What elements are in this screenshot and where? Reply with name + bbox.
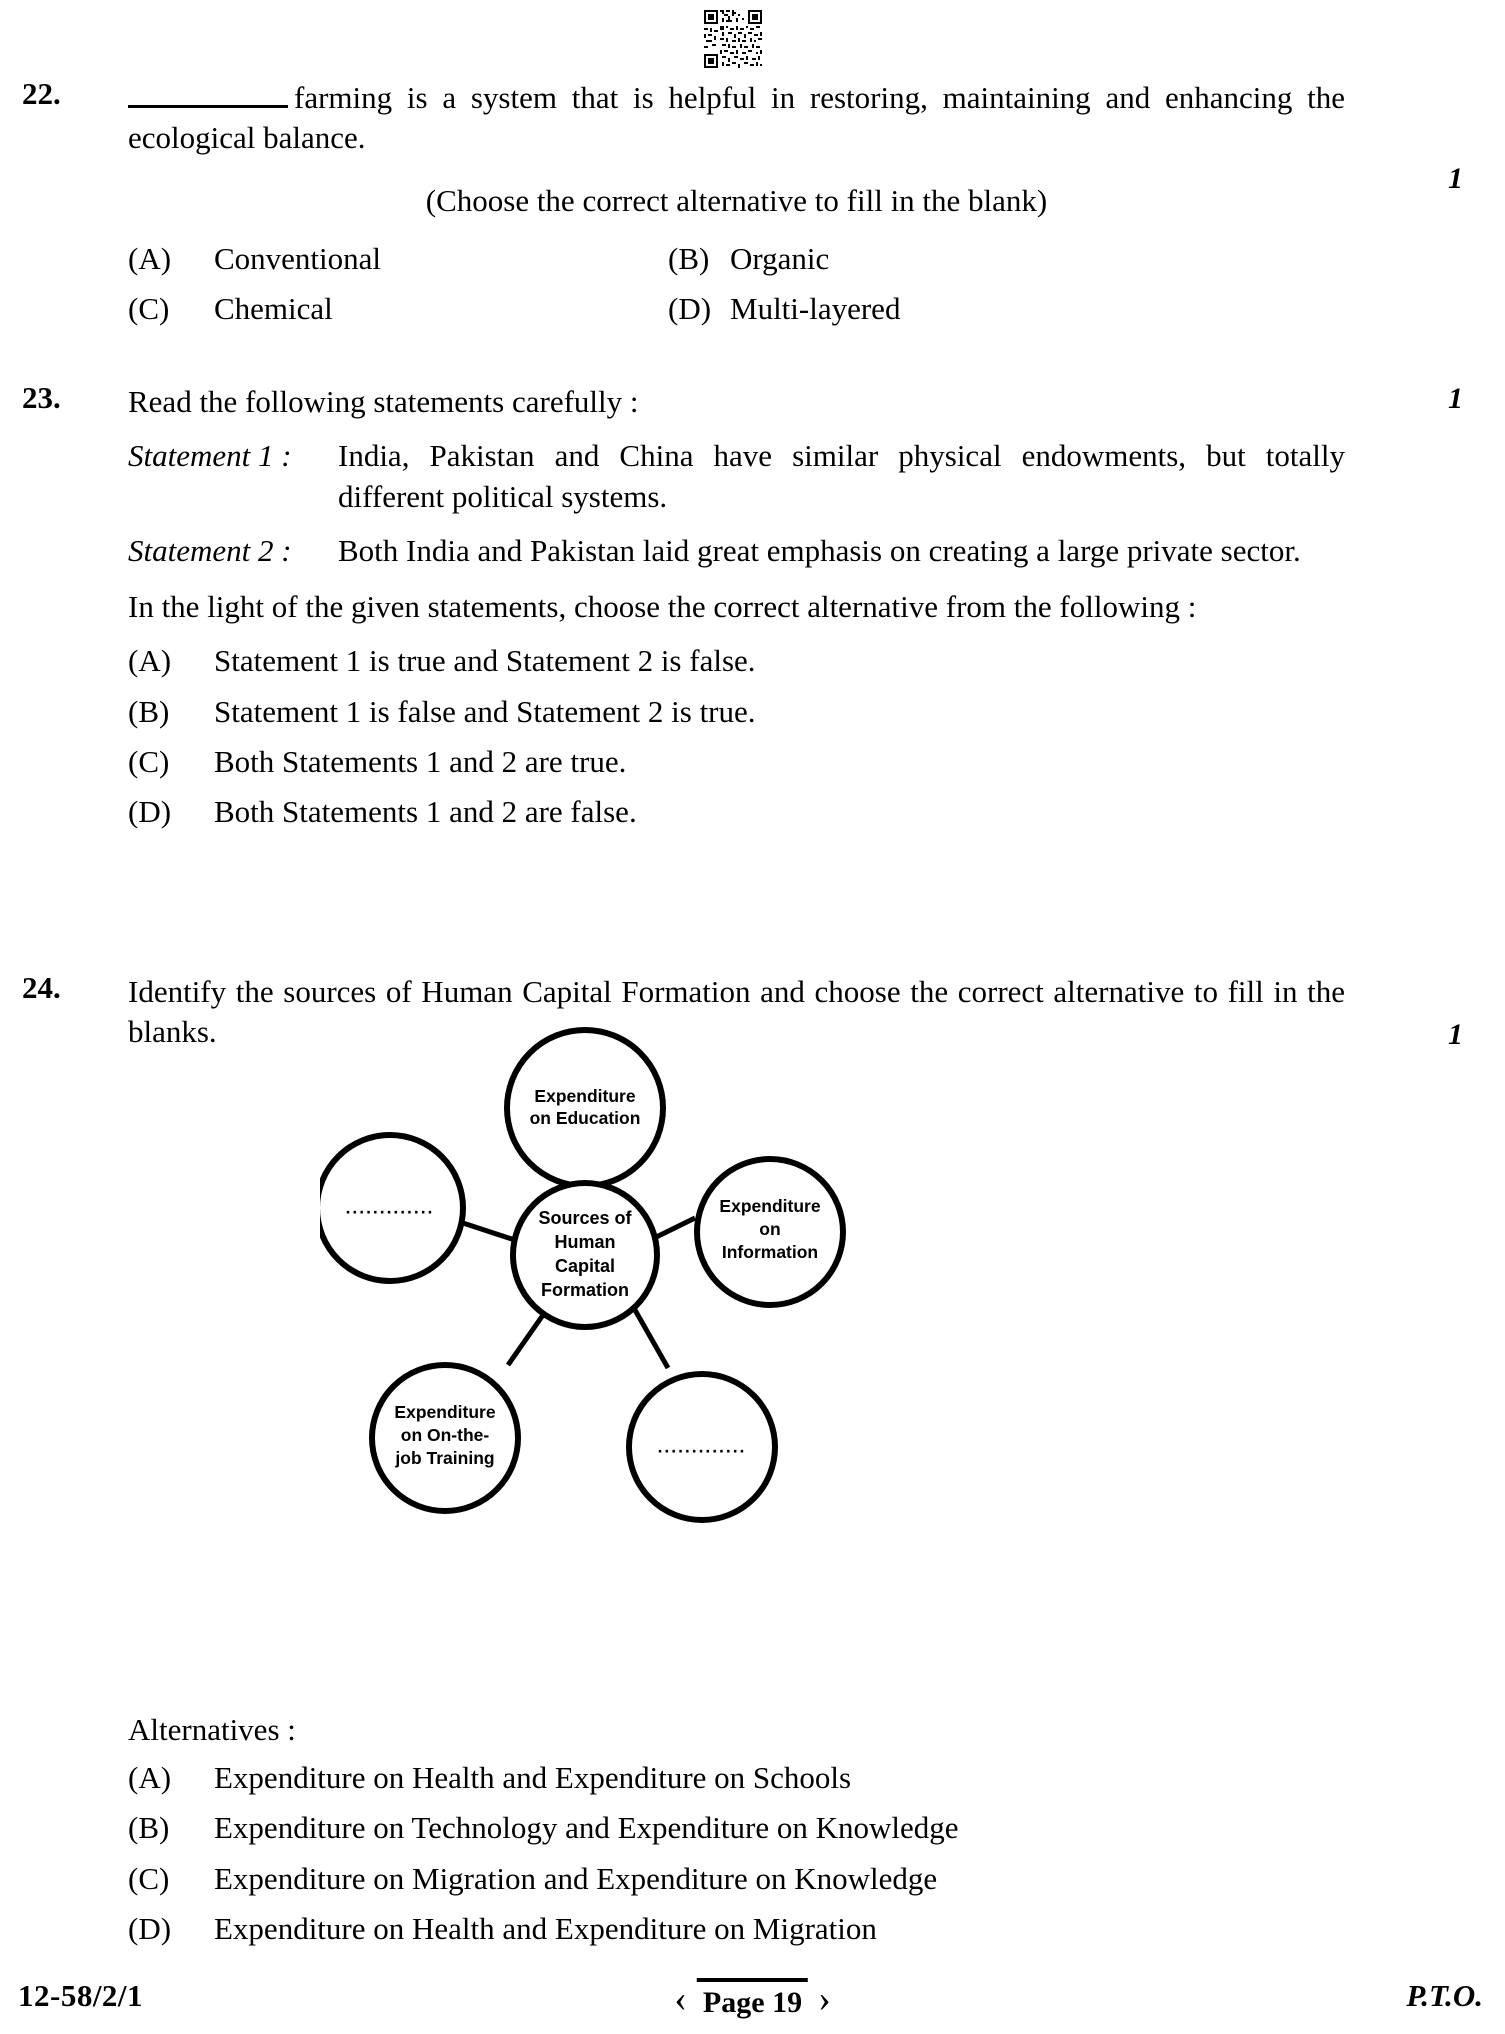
question-23-options xyxy=(128,641,1505,832)
question-number: 22. xyxy=(22,76,61,111)
option-c[interactable] xyxy=(128,742,1505,782)
question-23 xyxy=(0,382,1505,833)
option-row xyxy=(128,239,1505,279)
option-c-tag: (C) xyxy=(128,291,170,327)
statement-2 xyxy=(128,531,1345,571)
statement-2-label: Statement 2 : xyxy=(128,532,292,568)
paper-code: 12-58/2/1 xyxy=(18,1978,144,2013)
diagram-node-center xyxy=(513,1183,657,1327)
center-line-2: Human xyxy=(554,1232,616,1252)
statement-1 xyxy=(128,436,1345,517)
option-a[interactable] xyxy=(128,1758,1505,1798)
diagram-node-blank-bottom-right xyxy=(629,1374,775,1520)
question-23-marks: 1 xyxy=(1448,382,1463,415)
diagram-node-information xyxy=(697,1159,843,1305)
center-line-1: Sources of xyxy=(538,1208,632,1228)
option-a-tag: (A) xyxy=(128,643,172,679)
statement-1-label: Statement 1 : xyxy=(128,438,292,474)
question-number: 23. xyxy=(22,380,61,415)
education-line-1: Expenditure xyxy=(534,1086,636,1106)
option-a[interactable] xyxy=(128,239,668,279)
option-c-label: Expenditure on Migration and Expenditure on Knowledge xyxy=(214,1860,938,1896)
option-c-tag: (C) xyxy=(128,744,170,780)
diagram-node-education xyxy=(507,1030,663,1186)
connector-center-blank-right xyxy=(635,1310,668,1368)
center-line-4: Formation xyxy=(541,1280,629,1300)
option-d-label: Multi-layered xyxy=(730,291,901,327)
page-number-label: Page 19 xyxy=(697,1978,808,2020)
statement-2-text: Both India and Pakistan laid great emphasis on creating a large private sector. xyxy=(338,532,1301,568)
fill-in-blank-rule xyxy=(128,83,288,108)
center-line-3: Capital xyxy=(554,1256,616,1276)
option-a-tag: (A) xyxy=(128,1760,172,1795)
option-c[interactable] xyxy=(128,1859,1505,1899)
diagram-node-on-the-job-training xyxy=(372,1365,518,1511)
statement-1-text: India, Pakistan and China have similar physical endowments, but totally different political systems. xyxy=(338,438,1345,514)
question-22-instruction: (Choose the correct alternative to fill in the blank) xyxy=(425,182,1048,218)
training-line-1: Expenditure xyxy=(394,1402,496,1422)
option-b-label: Organic xyxy=(730,240,830,276)
option-d-label: Expenditure on Health and Expenditure on Migration xyxy=(214,1910,877,1946)
option-d-label: Both Statements 1 and 2 are false. xyxy=(214,794,637,830)
option-b[interactable] xyxy=(128,692,1505,732)
page-indicator xyxy=(674,1978,830,2020)
pto-label: P.T.O. xyxy=(1406,1978,1483,2013)
option-a-label: Expenditure on Health and Expenditure on Schools xyxy=(214,1760,852,1795)
question-22-text: farming is a system that is helpful in restoring, maintaining and enhancing the ecological balance. xyxy=(128,80,1345,156)
question-22-marks: 1 xyxy=(1448,162,1463,195)
question-24-alternatives xyxy=(0,1712,1505,1949)
option-d-tag: (D) xyxy=(128,1910,172,1946)
center-circle xyxy=(513,1183,657,1327)
option-b-tag: (B) xyxy=(128,693,170,729)
question-22 xyxy=(0,78,1505,329)
question-23-lead-in: In the light of the given statements, choose the correct alternative from the following : xyxy=(128,589,1197,625)
chevron-right-icon: › xyxy=(818,1978,831,2020)
option-b-label: Expenditure on Technology and Expenditure on Knowledge xyxy=(214,1810,959,1846)
option-b-tag: (B) xyxy=(128,1810,170,1846)
option-b-label: Statement 1 is false and Statement 2 is true. xyxy=(214,693,756,729)
option-row xyxy=(128,289,1505,329)
option-d[interactable] xyxy=(128,792,1505,832)
qr-code-icon xyxy=(702,8,764,70)
diagram-node-blank-left xyxy=(320,1135,463,1281)
page-footer xyxy=(0,1960,1505,2020)
option-c[interactable] xyxy=(128,289,668,329)
option-b-tag: (B) xyxy=(668,240,710,276)
option-a-tag: (A) xyxy=(128,240,172,276)
blank-left-dots: ············· xyxy=(345,1202,435,1222)
option-d-tag: (D) xyxy=(668,291,712,327)
information-line-3: Information xyxy=(721,1242,819,1262)
chevron-left-icon: ‹ xyxy=(674,1978,687,2020)
option-d-tag: (D) xyxy=(128,794,172,830)
question-number: 24. xyxy=(22,970,61,1005)
option-a[interactable] xyxy=(128,641,1505,681)
option-b[interactable] xyxy=(668,239,1208,279)
question-23-stem: Read the following statements carefully : xyxy=(128,384,639,419)
option-c-tag: (C) xyxy=(128,1860,170,1896)
option-c-label: Both Statements 1 and 2 are true. xyxy=(214,744,627,780)
human-capital-sources-diagram xyxy=(320,1020,880,1540)
blank-bottom-right-dots: ············· xyxy=(657,1441,747,1461)
information-line-2: on xyxy=(759,1219,781,1239)
question-22-options xyxy=(128,239,1505,330)
information-line-1: Expenditure xyxy=(719,1196,821,1216)
training-line-2: on On-the- xyxy=(400,1425,490,1445)
question-24-options xyxy=(128,1758,1505,1949)
option-d[interactable] xyxy=(668,289,1208,329)
option-a-label: Statement 1 is true and Statement 2 is false. xyxy=(214,643,756,679)
question-24-marks: 1 xyxy=(1448,1018,1463,1051)
training-line-3: job Training xyxy=(395,1448,495,1468)
option-d[interactable] xyxy=(128,1909,1505,1949)
option-c-label: Chemical xyxy=(214,291,333,327)
question-22-stem xyxy=(128,78,1345,159)
option-b[interactable] xyxy=(128,1808,1505,1848)
option-a-label: Conventional xyxy=(214,240,382,276)
alternatives-label: Alternatives : xyxy=(128,1712,296,1747)
education-line-2: on Education xyxy=(529,1108,641,1128)
question-24-stem: Identify the sources of Human Capital Formation and choose the correct alternative to fill in the blanks. xyxy=(128,974,1345,1050)
